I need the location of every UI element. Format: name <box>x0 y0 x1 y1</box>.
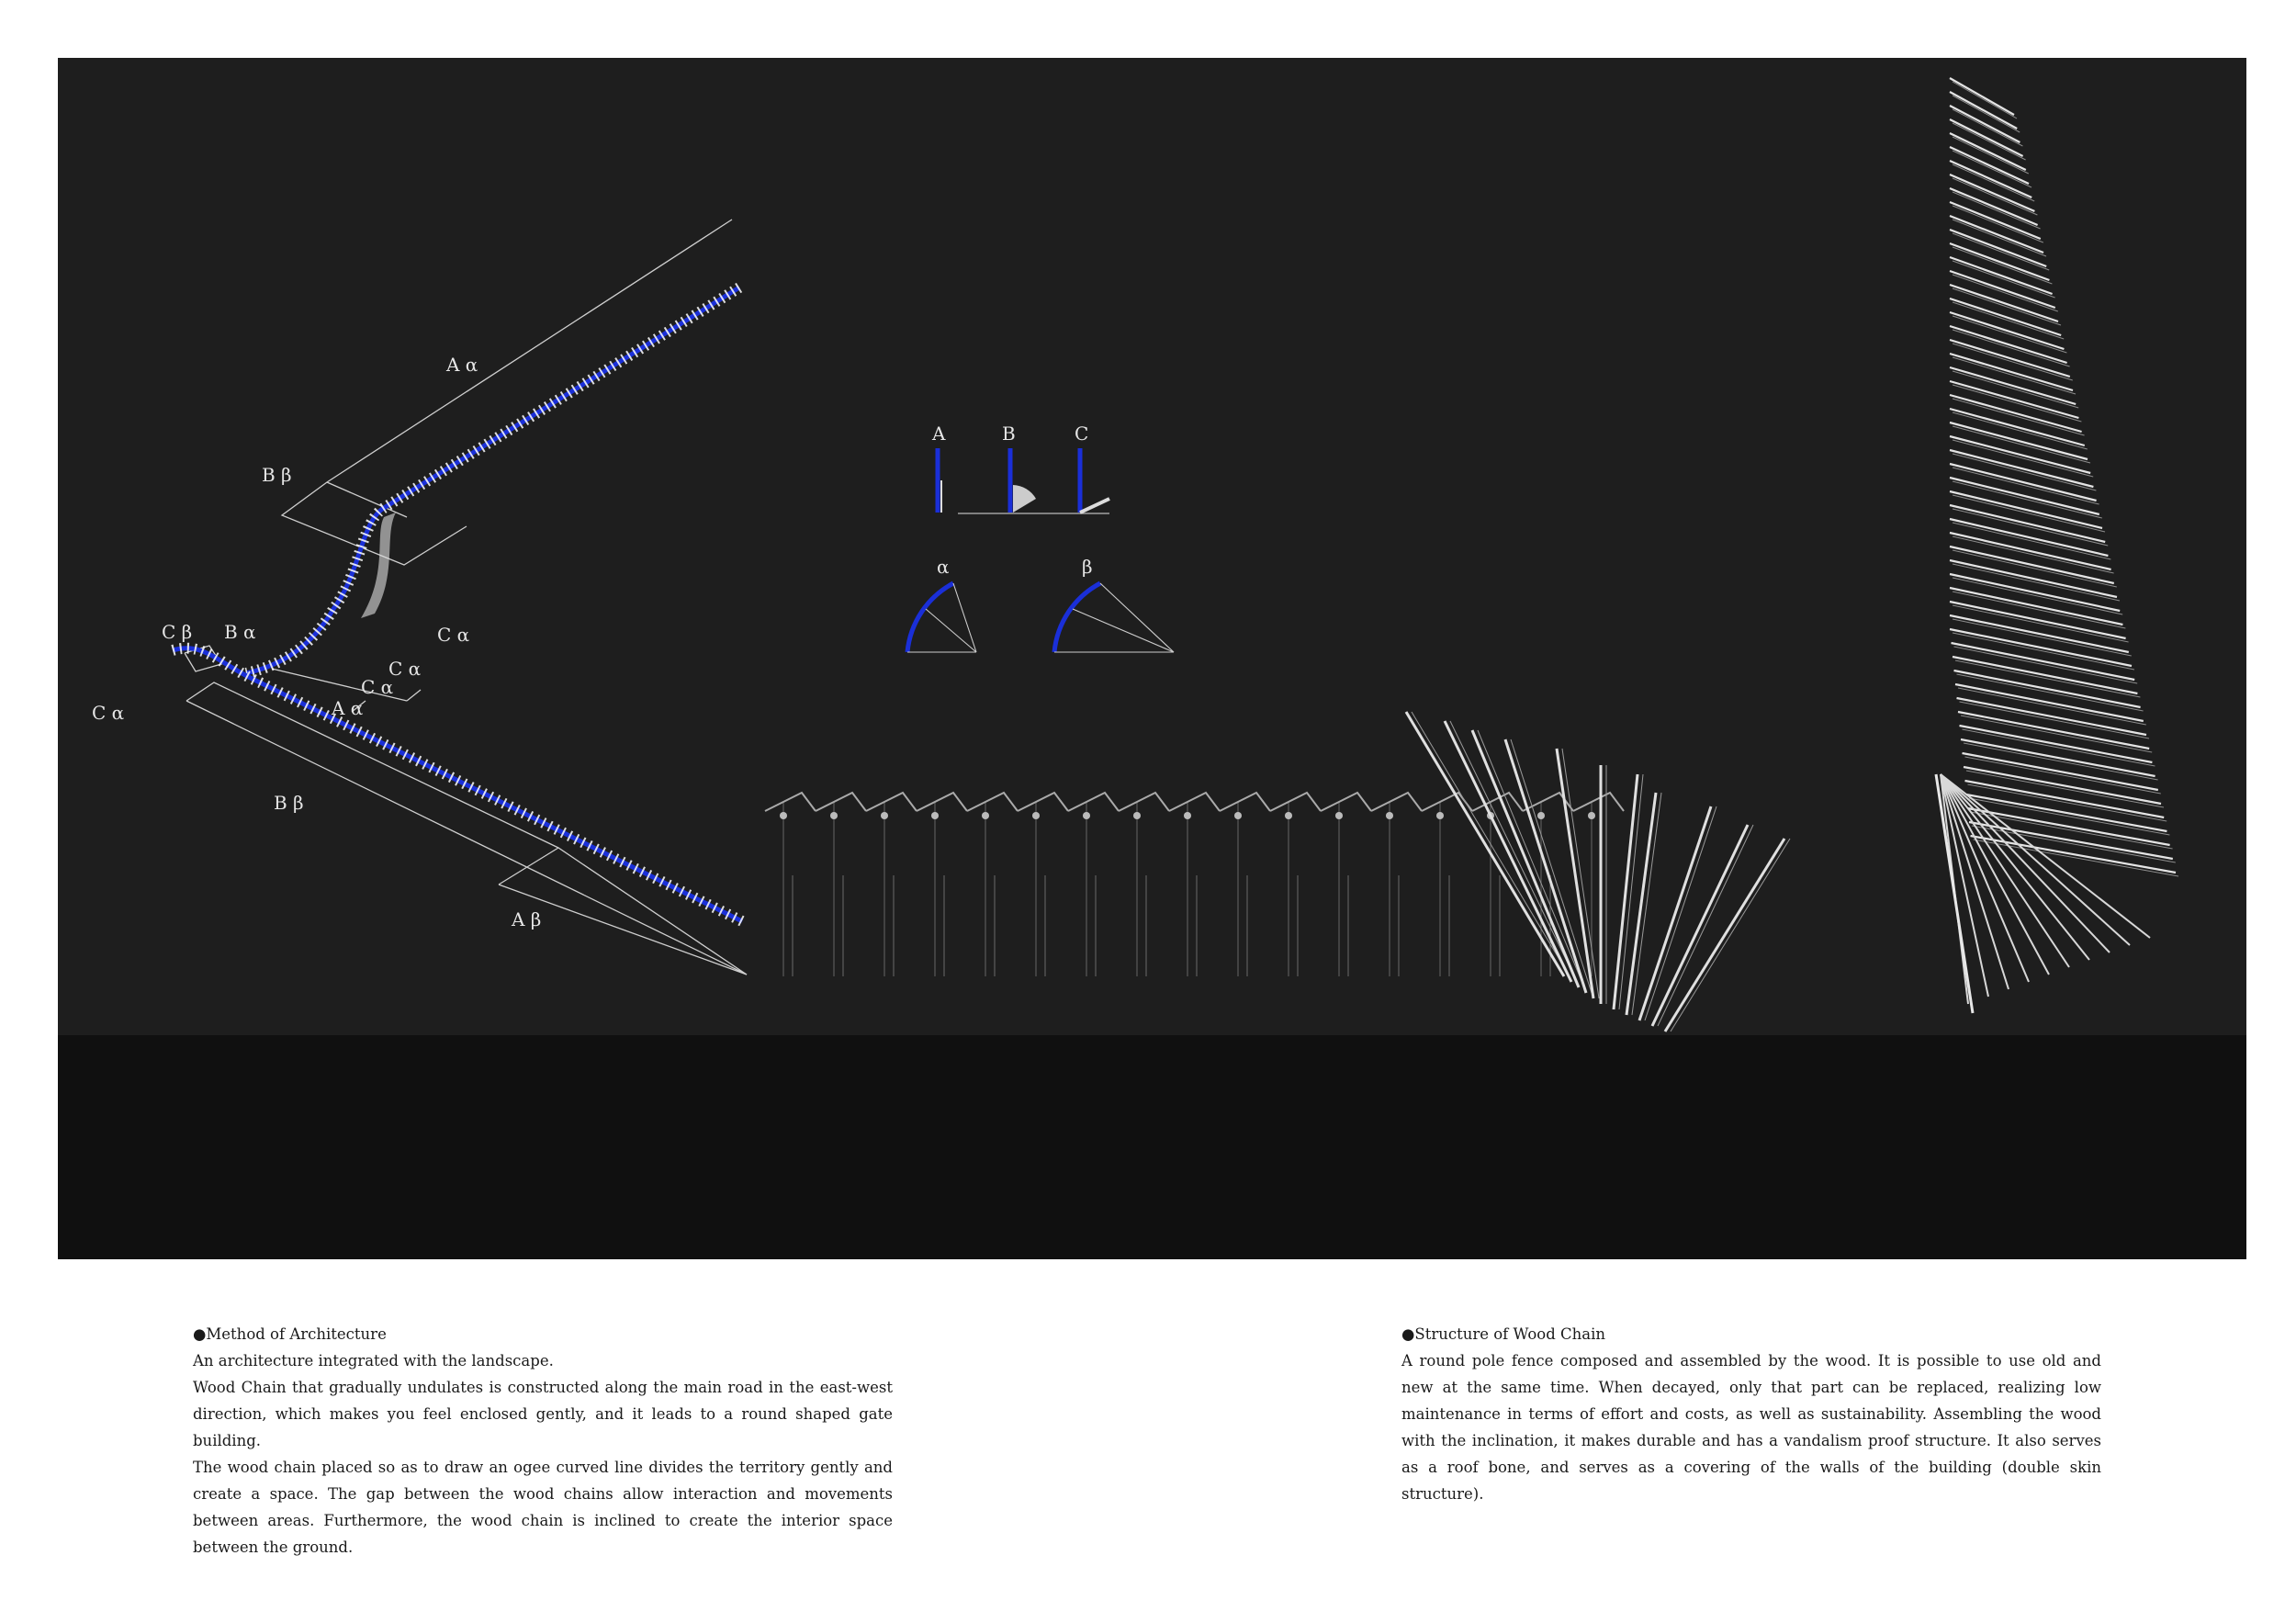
chain-node <box>1184 812 1191 819</box>
plan-chain-upper <box>246 287 739 673</box>
label-b-beta-bottom: B β <box>274 792 304 814</box>
label-b-beta-top: B β <box>262 464 292 486</box>
chain-node <box>1386 812 1393 819</box>
label-c-alpha-3: C α <box>361 676 394 698</box>
plan-chain-upper-ticks <box>246 287 739 673</box>
bending-pole <box>1665 839 1784 1031</box>
drawing-panel <box>58 58 2246 1259</box>
elevation-bending-poles <box>1406 712 1790 1031</box>
chain-link <box>917 793 967 811</box>
label-c-alpha-2: C α <box>388 658 422 680</box>
chain-node <box>1537 812 1545 819</box>
structure-heading: ●Structure of Wood Chain <box>1401 1325 1606 1343</box>
bending-pole <box>1614 774 1638 1009</box>
legend-c-strut <box>1080 499 1109 513</box>
plan-labels <box>92 354 541 930</box>
plan-chain-lower <box>173 648 742 921</box>
legend-c: C <box>1075 423 1089 445</box>
method-heading: ●Method of Architecture <box>193 1325 387 1343</box>
legend-angles <box>907 556 1174 652</box>
plan-divider-4 <box>407 690 421 701</box>
beta-ray-1 <box>1100 583 1174 652</box>
chain-node <box>1436 812 1444 819</box>
chain-node <box>982 812 989 819</box>
chain-link <box>1270 793 1321 811</box>
chain-link <box>1371 793 1422 811</box>
plan-chain <box>173 287 742 921</box>
chain-node <box>780 812 787 819</box>
wood-chain-drawing <box>58 58 2246 1259</box>
chain-node <box>830 812 838 819</box>
label-a-alpha-mid: A α <box>332 697 364 719</box>
plan-outline-bottom <box>186 682 747 975</box>
column-base-fan <box>1941 774 2110 952</box>
method-para-2: Wood Chain that gradually undulates is constructed along the main road in the east-west direction, which makes you feel enclosed gently, and it leads to a round shaped gate building. <box>193 1379 893 1449</box>
label-a-alpha-top: A α <box>446 354 478 376</box>
label-b-alpha: B α <box>224 621 256 643</box>
plan-outline-top <box>282 220 732 565</box>
legend-a: A <box>932 423 946 445</box>
chain-link <box>1068 793 1119 811</box>
label-c-alpha-1: C α <box>437 624 470 646</box>
bending-pole <box>1406 712 1564 976</box>
label-c-beta: C β <box>162 621 193 643</box>
elevation-chain-row <box>765 793 1624 976</box>
legend-b: B <box>1002 423 1016 445</box>
chain-node <box>1032 812 1040 819</box>
beta-ray-2 <box>1073 609 1174 652</box>
alpha-arc <box>907 583 953 652</box>
structure-para-1: A round pole fence composed and assembled by the wood. It is possible to use old and new at the same time. When decayed, only that part can be replaced, realizing low maintenance in terms of effort and costs, as well as sustainability. Assembling the wood with the inclination, it makes durable and has a vandalism proof structure. It also serves as a roof bone, and serves as a covering of the walls of the building (double skin structure). <box>1401 1352 2101 1503</box>
bending-pole <box>1472 730 1579 987</box>
chain-link <box>1220 793 1270 811</box>
method-para-3: The wood chain placed so as to draw an ogee curved line divides the territory gently and create a space. The gap between the wood chains allow interaction and movements between areas. Furthermore, the wood chain is inclined to create the interior space between the ground. <box>193 1459 893 1556</box>
chain-node <box>1083 812 1090 819</box>
label-c-alpha-left: C α <box>92 702 125 724</box>
method-text-column <box>193 1321 893 1561</box>
column-base-pole <box>1936 774 1973 1013</box>
chain-link <box>1573 793 1624 811</box>
bending-pole <box>1445 721 1571 982</box>
chain-node <box>1335 812 1343 819</box>
label-a-beta: A β <box>512 908 542 930</box>
legend-alpha: α <box>937 556 950 578</box>
structure-text-column <box>1401 1321 2101 1507</box>
column-base-fan <box>1941 774 2089 960</box>
chain-node <box>1133 812 1141 819</box>
chain-link <box>967 793 1018 811</box>
chain-node <box>1588 812 1595 819</box>
plan-divider-1 <box>499 848 558 885</box>
bending-pole-edge <box>1671 839 1790 1031</box>
chain-link <box>1018 793 1068 811</box>
bending-pole-edge <box>1632 793 1661 1015</box>
legend-b-fan <box>1013 485 1036 513</box>
chain-node <box>1285 812 1292 819</box>
chain-node <box>881 812 888 819</box>
method-para-1: An architecture integrated with the landscape. <box>193 1352 554 1369</box>
chain-node <box>931 812 939 819</box>
legend-types <box>931 423 1109 513</box>
legend-beta: β <box>1082 556 1093 578</box>
chain-link <box>1119 793 1169 811</box>
chain-link <box>816 793 866 811</box>
chain-link <box>866 793 917 811</box>
gate-column-stack <box>1936 78 2178 1013</box>
chain-link <box>1169 793 1220 811</box>
chain-link <box>1321 793 1371 811</box>
chain-link <box>765 793 816 811</box>
chain-node <box>1234 812 1242 819</box>
